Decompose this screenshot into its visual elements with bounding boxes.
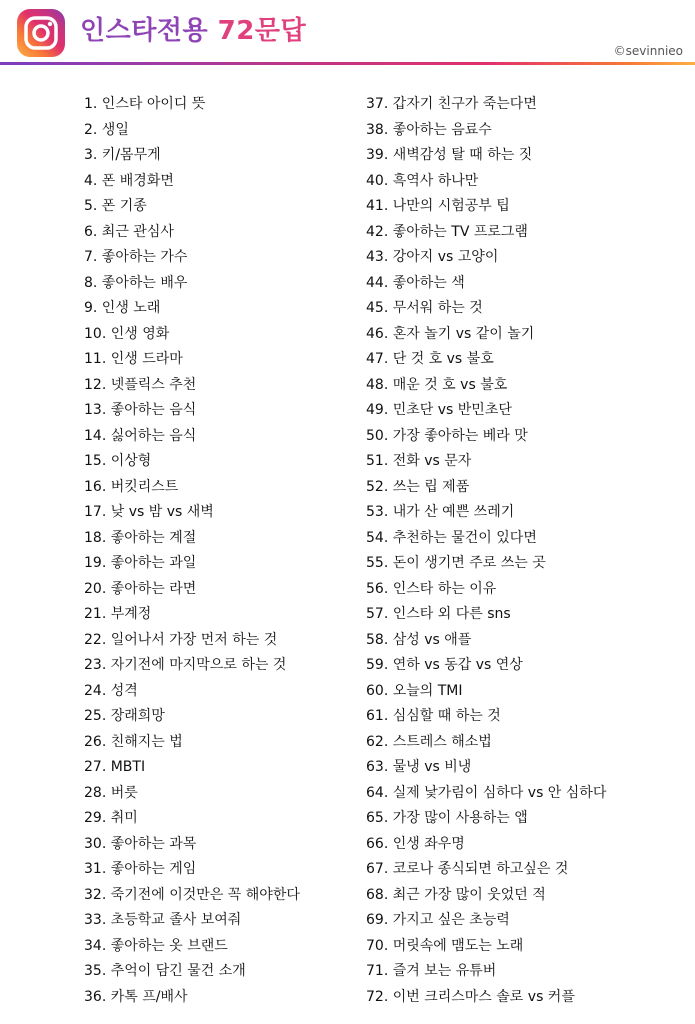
question-item: 54. 추천하는 물건이 있다면 <box>366 529 537 546</box>
question-item: 61. 심심할 때 하는 것 <box>366 708 501 724</box>
question-item: 28. 버릇 <box>84 784 138 801</box>
question-item: 3. 키/몸무게 <box>84 147 161 163</box>
question-item: 32. 죽기전에 이것만은 꼭 해야한다 <box>84 886 300 903</box>
question-item: 36. 카톡 프/배사 <box>84 988 188 1005</box>
question-item: 17. 낮 vs 밤 vs 새벽 <box>84 504 214 520</box>
question-item: 43. 강아지 vs 고양이 <box>366 249 499 265</box>
question-item: 10. 인생 영화 <box>84 325 170 342</box>
question-item: 26. 친해지는 법 <box>84 733 183 750</box>
question-item: 67. 코로나 종식되면 하고싶은 것 <box>366 861 569 877</box>
question-item: 34. 좋아하는 옷 브랜드 <box>84 937 228 954</box>
question-item: 24. 성격 <box>84 682 138 699</box>
question-item: 65. 가장 많이 사용하는 앱 <box>366 810 528 826</box>
question-item: 2. 생일 <box>84 121 129 138</box>
question-item: 41. 나만의 시험공부 팁 <box>366 198 510 214</box>
question-item: 66. 인생 좌우명 <box>366 835 465 852</box>
question-item: 64. 실제 낯가림이 심하다 vs 안 심하다 <box>366 784 607 801</box>
question-item: 7. 좋아하는 가수 <box>84 249 188 265</box>
question-item: 1. 인스타 아이디 뜻 <box>84 96 206 112</box>
question-item: 19. 좋아하는 과일 <box>84 555 197 571</box>
question-item: 8. 좋아하는 배우 <box>84 274 188 291</box>
question-item: 57. 인스타 외 다른 sns <box>366 606 511 622</box>
title-text: 인스타전용 <box>80 16 218 46</box>
question-item: 25. 장래희망 <box>84 708 165 724</box>
question-item: 69. 가지고 싶은 초능력 <box>366 912 510 928</box>
page-title <box>80 10 306 47</box>
question-item: 31. 좋아하는 게임 <box>84 861 197 877</box>
question-item: 16. 버킷리스트 <box>84 478 179 495</box>
question-item: 14. 싫어하는 음식 <box>84 427 197 444</box>
question-item: 56. 인스타 하는 이유 <box>366 580 497 597</box>
question-item: 29. 취미 <box>84 810 138 826</box>
question-item: 11. 인생 드라마 <box>84 351 183 367</box>
question-item: 47. 단 것 호 vs 불호 <box>366 351 494 367</box>
question-item: 55. 돈이 생기면 주로 쓰는 곳 <box>366 555 546 571</box>
question-item: 6. 최근 관심사 <box>84 223 174 240</box>
question-item: 13. 좋아하는 음식 <box>84 402 197 418</box>
question-list-left <box>84 92 300 1010</box>
question-item: 63. 물냉 vs 비냉 <box>366 759 472 775</box>
question-item: 52. 쓰는 립 제품 <box>366 478 470 495</box>
question-item: 59. 연하 vs 동갑 vs 연상 <box>366 657 523 673</box>
question-item: 15. 이상형 <box>84 453 152 469</box>
question-item: 45. 무서워 하는 것 <box>366 300 483 316</box>
question-item: 30. 좋아하는 과목 <box>84 835 197 852</box>
header <box>0 0 695 70</box>
question-item: 51. 전화 vs 문자 <box>366 453 472 469</box>
question-item: 39. 새벽감성 탈 때 하는 짓 <box>366 147 533 163</box>
question-item: 18. 좋아하는 계절 <box>84 529 197 546</box>
question-item: 37. 갑자기 친구가 죽는다면 <box>366 96 537 112</box>
header-divider <box>0 62 695 65</box>
question-item: 33. 초등학교 졸사 보여줘 <box>84 912 242 928</box>
question-item: 48. 매운 것 호 vs 불호 <box>366 376 508 393</box>
question-item: 5. 폰 기종 <box>84 198 147 214</box>
question-item: 72. 이번 크리스마스 솔로 vs 커플 <box>366 988 575 1005</box>
question-item: 12. 넷플릭스 추천 <box>84 376 197 393</box>
question-list-right <box>366 92 606 1010</box>
question-item: 40. 흑역사 하나만 <box>366 172 479 189</box>
question-item: 35. 추억이 담긴 물건 소개 <box>84 963 246 979</box>
question-item: 23. 자기전에 마지막으로 하는 것 <box>84 657 287 673</box>
question-item: 53. 내가 산 예쁜 쓰레기 <box>366 504 515 520</box>
question-item: 22. 일어나서 가장 먼저 하는 것 <box>84 631 278 648</box>
question-item: 9. 인생 노래 <box>84 300 161 316</box>
question-item: 50. 가장 좋아하는 베라 맛 <box>366 427 528 444</box>
question-item: 71. 즐겨 보는 유튜버 <box>366 963 497 979</box>
question-item: 44. 좋아하는 색 <box>366 274 465 291</box>
question-item: 60. 오늘의 TMI <box>366 682 463 699</box>
instagram-logo-icon <box>16 8 66 58</box>
question-item: 62. 스트레스 해소법 <box>366 733 492 750</box>
question-item: 20. 좋아하는 라면 <box>84 580 197 597</box>
question-item: 49. 민초단 vs 반민초단 <box>366 402 512 418</box>
question-item: 27. MBTI <box>84 759 146 775</box>
question-item: 42. 좋아하는 TV 프로그램 <box>366 223 528 240</box>
title-count: 72문답 <box>217 16 307 46</box>
question-item: 70. 머릿속에 맴도는 노래 <box>366 937 524 954</box>
question-item: 4. 폰 배경화면 <box>84 172 174 189</box>
question-item: 68. 최근 가장 많이 웃었던 적 <box>366 886 546 903</box>
question-item: 38. 좋아하는 음료수 <box>366 121 492 138</box>
question-item: 21. 부계정 <box>84 606 152 622</box>
question-item: 58. 삼성 vs 애플 <box>366 631 472 648</box>
question-item: 46. 혼자 놀기 vs 같이 놀기 <box>366 325 535 342</box>
credit-text: ©sevinnieo <box>613 44 683 58</box>
